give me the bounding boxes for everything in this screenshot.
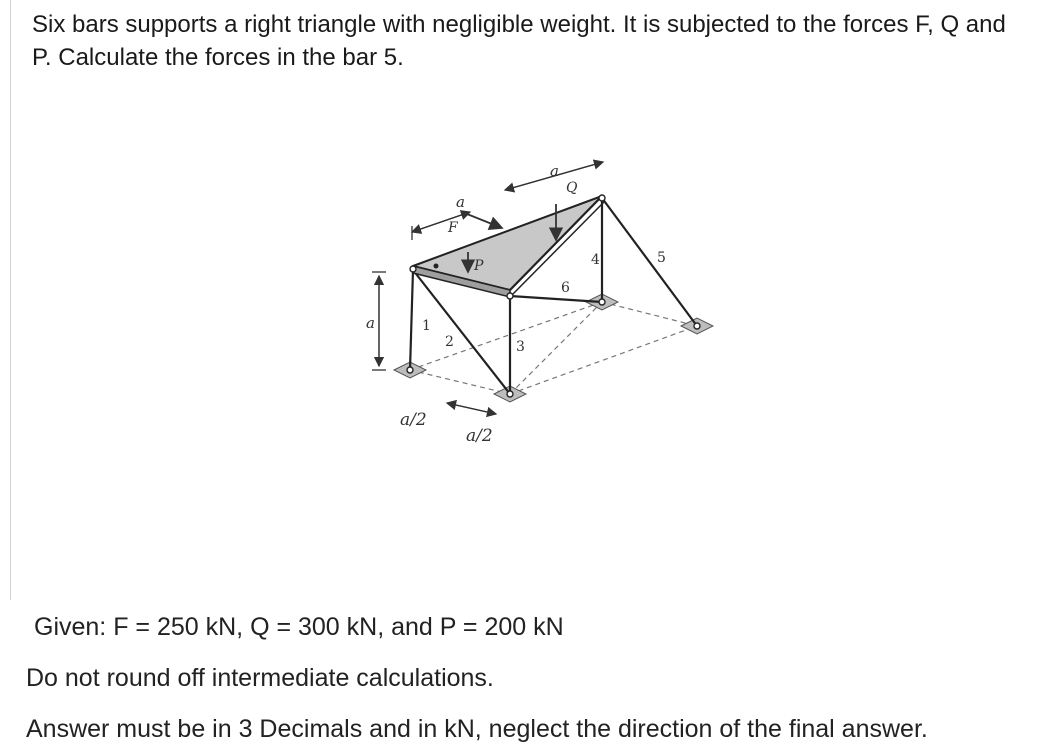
label-force-F: F	[448, 220, 458, 236]
bar-1	[410, 270, 413, 370]
question-text: Six bars supports a right triangle with negligible weight. It is subjected to the forces F, Q and P. Calculate the forces in the bar 5.	[32, 11, 1006, 71]
rounding-instruction: Do not round off intermediate calculations.	[26, 664, 494, 692]
force-F-arrow	[462, 212, 502, 228]
label-force-P: P	[474, 258, 484, 274]
load-point-dot	[434, 264, 439, 269]
support-plates	[394, 294, 713, 402]
label-bar-6: 6	[561, 280, 570, 296]
label-a-top-left: a	[456, 193, 465, 211]
label-bar-4: 4	[591, 252, 600, 268]
label-bar-5: 5	[657, 250, 666, 266]
label-a-half-1: a/2	[400, 410, 427, 430]
label-bar-3: 3	[516, 339, 525, 355]
label-bar-1: 1	[422, 318, 431, 334]
bar-5	[602, 198, 697, 326]
answer-format-instruction: Answer must be in 3 Decimals and in kN, neglect the direction of the final answer.	[26, 715, 928, 743]
label-bar-2: 2	[445, 334, 454, 350]
label-a-half-2: a/2	[466, 426, 493, 446]
label-a-top-right: a	[550, 162, 559, 180]
label-a-height: a	[366, 314, 375, 332]
bar-6	[510, 296, 602, 302]
left-border	[10, 0, 11, 600]
label-force-Q: Q	[566, 180, 578, 196]
truss-figure	[355, 150, 735, 450]
given-values: Given: F = 250 kN, Q = 300 kN, and P = 200 kN	[34, 613, 564, 641]
